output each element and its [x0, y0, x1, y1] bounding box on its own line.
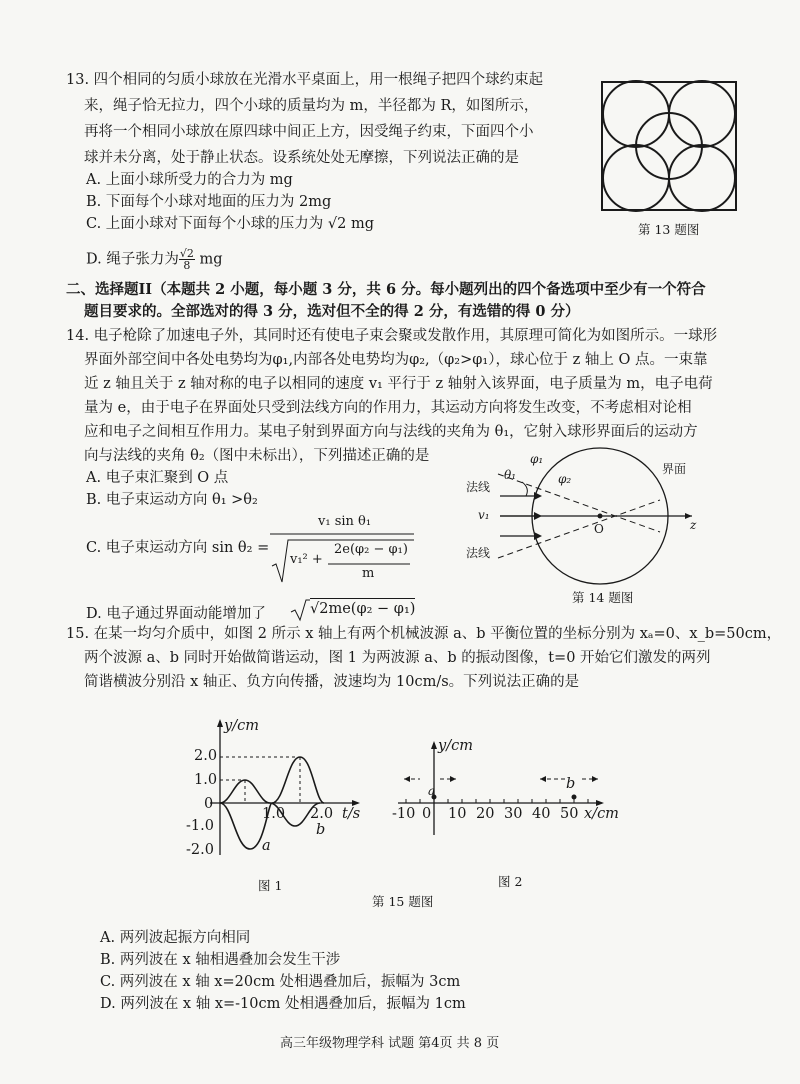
q14-option-b: B. 电子束运动方向 θ₁ >θ₂ — [86, 492, 258, 508]
fig1-ytick-m1: -1.0 — [186, 818, 214, 834]
q14-caption: 第 14 题图 — [572, 590, 634, 605]
q14-c-numerator: v₁ sin θ₁ — [318, 514, 372, 529]
fig2-label-b: b — [566, 776, 576, 792]
fig1-ytick-1: 1.0 — [194, 772, 218, 788]
q14-d-radicand — [310, 598, 415, 619]
q15-option-a: A. 两列波起振方向相同 — [100, 930, 251, 946]
page-footer: 高三年级物理学科 试题 第4页 共 8 页 — [280, 1036, 500, 1051]
q13-line-3: 再将一个相同小球放在原四球中间正上方，因受绳子约束，下面四个小 — [84, 124, 534, 140]
q14-normal-top-label: 法线 — [466, 480, 491, 494]
fig1-caption: 图 1 — [258, 878, 283, 893]
q13-option-a: A. 上面小球所受力的合力为 mg — [86, 172, 293, 188]
q13-option-d — [86, 248, 222, 271]
q13-option-d-text: D. 绳子张力为 — [86, 251, 179, 268]
q14-line-6: 向与法线的夹角 θ₂（图中未标出），下列描述正确的是 — [84, 448, 430, 464]
q14-interface-label: 界面 — [662, 462, 687, 476]
fig2-label-a: a — [428, 784, 436, 798]
fig1-label-b: b — [316, 822, 326, 838]
q15-option-b: B. 两列波在 x 轴相遇叠加会发生干涉 — [100, 952, 341, 968]
q13-d-denominator: 8 — [183, 259, 191, 272]
q13-figure — [596, 76, 744, 216]
q14-v1-label: v₁ — [478, 508, 490, 522]
q14-beam-mid-arrow — [534, 512, 542, 520]
q14-z-label: z — [690, 518, 697, 532]
q15-option-d: D. 两列波在 x 轴 x=-10cm 处相遇叠加后，振幅为 1cm — [100, 996, 466, 1012]
fig1-ytick-2: 2.0 — [194, 748, 218, 764]
q14-line-1: 14. 电子枪除了加速电子外，其同时还有使电子束会聚或发散作用，其原理可简化为如图所示。一球形 — [66, 328, 718, 344]
q14-line-3: 近 z 轴且关于 z 轴对称的电子以相同的速度 v₁ 平行于 z 轴射入该界面，电子质量为 m，电子电荷 — [84, 376, 713, 392]
fig1-xtick-1: 1.0 — [262, 806, 286, 822]
fig2-source-b — [572, 795, 577, 800]
fig1-xlabel: t/s — [342, 806, 361, 822]
fig1-y-arrow — [217, 719, 223, 727]
q14-option-a: A. 电子束汇聚到 O 点 — [86, 470, 229, 486]
fig2-xtick-20: 20 — [476, 806, 495, 822]
q13-option-c-value: √2 mg — [327, 216, 375, 232]
q13-option-d-unit: mg — [194, 251, 223, 268]
q14-c-den-a: v₁² + — [290, 552, 323, 567]
q15-caption: 第 15 题图 — [372, 894, 434, 909]
q15-line-3: 简谐横波分别沿 x 轴正、负方向传播，波速均为 10cm/s。下列说法正确的是 — [84, 674, 580, 690]
fig1-ylabel: y/cm — [224, 718, 259, 734]
section2-line-2: 题目要求的。全部选对的得 3 分，选对但不全的得 2 分，有选错的得 0 分） — [84, 303, 580, 320]
q14-option-c-text: C. 电子束运动方向 sin θ₂ = — [86, 540, 270, 556]
q13-line-1: 13. 四个相同的匀质小球放在光滑水平桌面上，用一根绳子把四个球约束起 — [66, 72, 544, 88]
q14-option-c — [86, 514, 426, 590]
q14-c-den-b: 2e(φ₂ − φ₁) — [334, 542, 408, 557]
q13-rope — [602, 82, 736, 210]
fig2-xtick-m10: -10 — [392, 806, 416, 822]
fig2-y-arrow — [431, 741, 437, 749]
q15-line-2: 两个波源 a、b 同时开始做简谐运动，图 1 为两波源 a、b 的振动图像，t=0 开始它们激发的两列 — [84, 650, 711, 666]
q14-option-d-text: D. 电子通过界面动能增加了 — [86, 606, 266, 622]
fig1-xtick-2: 2.0 — [310, 806, 334, 822]
q14-phi1-label: φ₁ — [530, 452, 544, 466]
fig2-xtick-0: 0 — [422, 806, 432, 822]
q14-center-dot — [598, 514, 603, 519]
fig1-label-a: a — [262, 838, 271, 854]
section2-line-1: 二、选择题II（本题共 2 小题，每小题 3 分，共 6 分。每小题列出的四个备选项中至少有一个符合 — [66, 281, 706, 298]
q14-theta1-label: θ₁ — [504, 468, 517, 482]
q14-c-den-c: m — [362, 566, 375, 581]
q13-line-4: 球并未分离，处于静止状态。设系统处处无摩擦，下列说法正确的是 — [84, 150, 519, 166]
q14-origin-label: O — [594, 522, 604, 536]
q15-line-1: 15. 在某一均匀介质中，如图 2 所示 x 轴上有两个机械波源 a、b 平衡位置的坐标分别为 xₐ=0、x_b=50cm， — [66, 626, 782, 642]
fig2-ylabel: y/cm — [438, 738, 473, 754]
q14-d-radical — [290, 598, 310, 622]
q14-line-2: 界面外部空间中各处电势均为φ₁,内部各处电势均为φ₂,（φ₂>φ₁），球心位于 z 轴上 O 点。一束靠 — [84, 352, 708, 368]
q13-d-numerator: √2 — [179, 247, 194, 260]
q13-option-c-text: C. 上面小球对下面每个小球的压力为 — [86, 216, 328, 232]
q14-phi2-label: φ₂ — [558, 472, 572, 486]
q14-line-4: 量为 e，由于电子在界面处只受到法线方向的作用力，其运动方向将发生改变，不考虑相对论相 — [84, 400, 692, 416]
q14-option-d — [86, 604, 266, 624]
fig2-xtick-40: 40 — [532, 806, 551, 822]
q13-option-c — [86, 214, 374, 234]
q14-beam-bottom-arrow — [534, 532, 542, 540]
fig2-xtick-30: 30 — [504, 806, 523, 822]
q15-option-c: C. 两列波在 x 轴 x=20cm 处相遇叠加后，振幅为 3cm — [100, 974, 461, 990]
q14-d-value: √2me(φ₂ − φ₁) — [310, 601, 416, 617]
q13-option-d-fraction — [179, 248, 195, 271]
q13-caption: 第 13 题图 — [638, 222, 700, 237]
fig2-xlabel: x/cm — [584, 806, 619, 822]
fig2-caption: 图 2 — [498, 874, 523, 889]
q14-normal-bottom — [498, 500, 660, 558]
fig2-xtick-10: 10 — [448, 806, 467, 822]
fig1-ytick-m2: -2.0 — [186, 842, 214, 858]
q14-normal-bottom-label: 法线 — [466, 546, 491, 560]
q14-line-5: 应和电子之间相互作用力。某电子射到界面方向与法线的夹角为 θ₁，它射入球形界面后的运动方 — [84, 424, 698, 440]
q14-beam-top-arrow — [534, 492, 542, 500]
fig2-xtick-50: 50 — [560, 806, 579, 822]
q13-option-b: B. 下面每个小球对地面的压力为 2mg — [86, 194, 332, 210]
fig1-ytick-0: 0 — [204, 796, 214, 812]
q13-line-2: 来，绳子恰无拉力，四个小球的质量均为 m，半径都为 R，如图所示， — [84, 98, 539, 114]
